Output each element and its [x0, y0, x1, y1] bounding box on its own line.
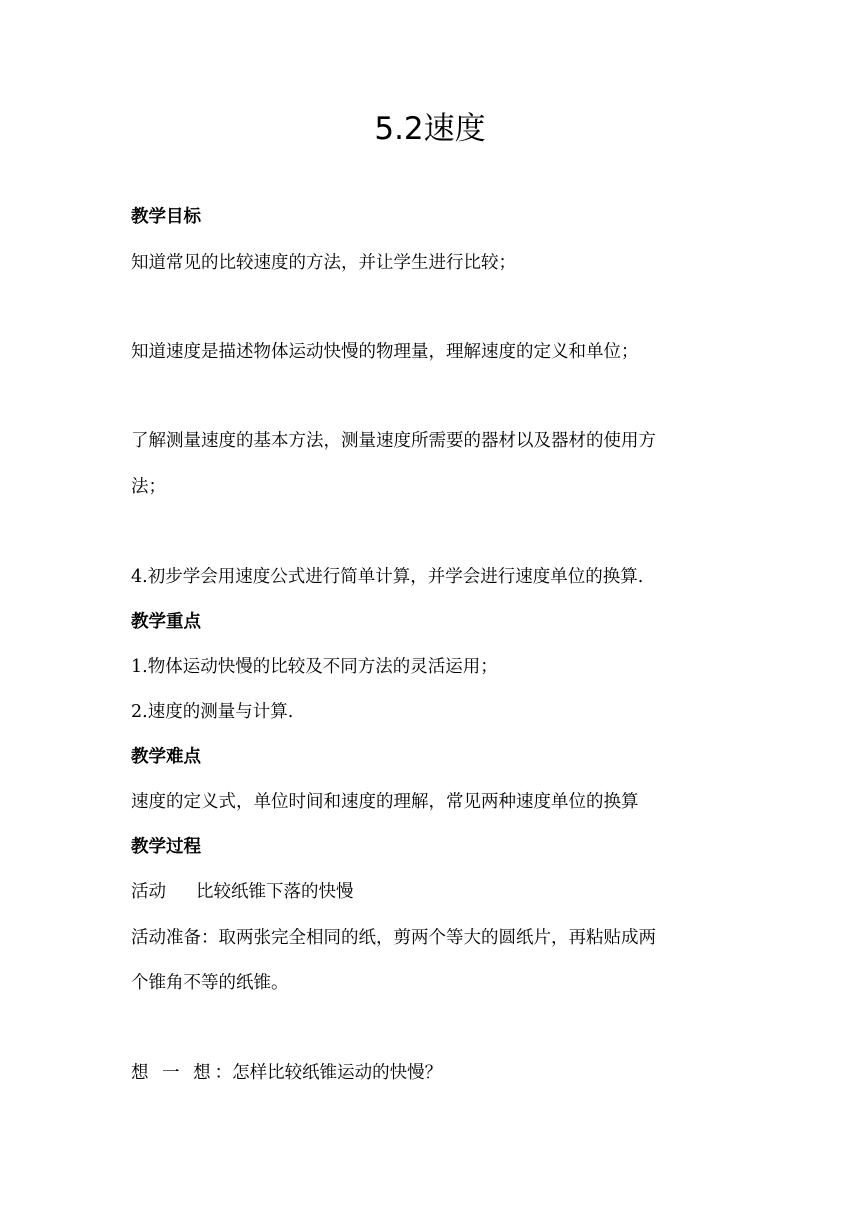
think-text: ：怎样比较纸锥运动的快慢？ [214, 1063, 443, 1083]
activity-prep-line-2: 个锥角不等的纸锥。 [131, 973, 289, 993]
key-points-heading: 教学重点 [131, 612, 201, 632]
difficulties-heading: 教学难点 [131, 747, 201, 767]
think-line [131, 1061, 735, 1085]
activity-prep-line-1: 活动准备：取两张完全相同的纸，剪两个等大的圆纸片，再粘贴成两 [131, 928, 656, 948]
objectives-heading: 教学目标 [131, 207, 201, 227]
activity-title: 比较纸锥下落的快慢 [196, 882, 354, 902]
page-title: 5.2速度 [374, 111, 486, 147]
activity-label: 活动 [131, 882, 166, 902]
objective-item-1: 知道常见的比较速度的方法，并让学生进行比较； [131, 253, 516, 273]
objective-item-3-line-1: 了解测量速度的基本方法，测量速度所需要的器材以及器材的使用方 [131, 431, 656, 451]
key-point-item-2: 2.速度的测量与计算. [131, 702, 294, 722]
think-label: 想 一 想 [131, 1063, 215, 1083]
process-heading: 教学过程 [131, 837, 201, 857]
objective-item-4: 4.初步学会用速度公式进行简单计算，并学会进行速度单位的换算. [131, 567, 644, 587]
objective-item-2: 知道速度是描述物体运动快慢的物理量，理解速度的定义和单位； [131, 342, 639, 362]
key-point-item-1: 1.物体运动快慢的比较及不同方法的灵活运用； [131, 657, 498, 677]
objective-item-3-line-2: 法； [131, 477, 166, 497]
activity-line [131, 880, 735, 904]
difficulties-text: 速度的定义式，单位时间和速度的理解，常见两种速度单位的换算 [131, 792, 639, 812]
